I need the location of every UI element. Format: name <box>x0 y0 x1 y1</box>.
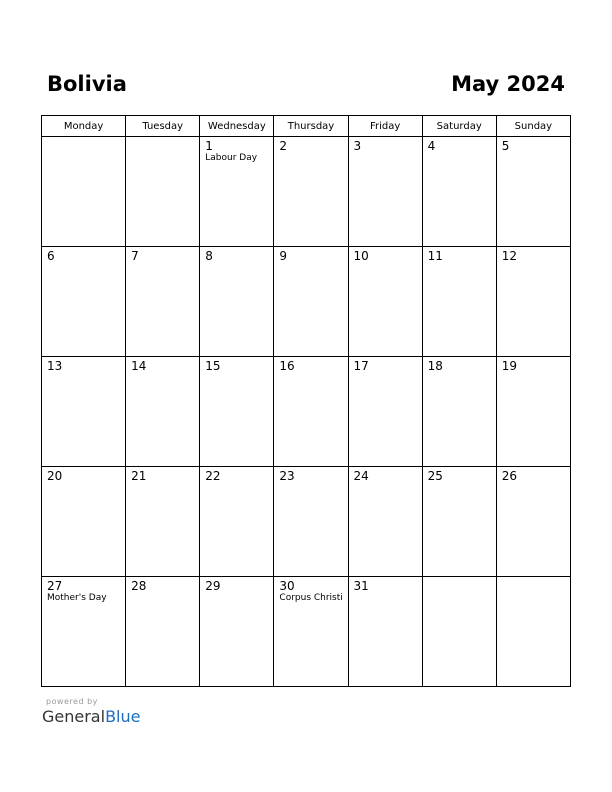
day-number: 12 <box>501 249 518 263</box>
day-cell <box>348 137 422 247</box>
day-cell <box>348 577 422 687</box>
country-title: Bolivia <box>47 72 127 96</box>
day-cell <box>274 137 348 247</box>
day-number: 18 <box>427 359 443 373</box>
day-number: 7 <box>131 249 139 263</box>
day-cell <box>422 577 496 687</box>
day-number: 31 <box>353 579 369 593</box>
day-number: 14 <box>131 359 147 373</box>
day-number: 5 <box>501 139 510 153</box>
month-title: May 2024 <box>451 72 565 96</box>
day-cell <box>348 357 422 467</box>
powered-by-label: powered by <box>46 697 98 706</box>
day-number: 1 <box>205 139 213 153</box>
week-row <box>42 357 571 467</box>
day-cell <box>496 357 570 467</box>
day-number: 26 <box>501 469 518 483</box>
day-number: 11 <box>427 249 443 263</box>
weekday-header-tuesday: Tuesday <box>126 116 200 137</box>
day-number: 24 <box>353 469 369 483</box>
day-cell <box>496 247 570 357</box>
weekday-header-wednesday: Wednesday <box>200 116 274 137</box>
day-cell <box>348 247 422 357</box>
day-number: 10 <box>353 249 369 263</box>
holiday-label: Labour Day <box>205 153 258 163</box>
day-number: 25 <box>427 469 443 483</box>
weekday-header-sunday: Sunday <box>496 116 570 137</box>
day-number: 3 <box>353 139 362 153</box>
day-number: 9 <box>279 249 288 263</box>
day-number: 13 <box>47 359 63 373</box>
day-cell <box>422 247 496 357</box>
day-cell <box>126 577 200 687</box>
day-cell <box>126 357 200 467</box>
day-cell <box>42 247 126 357</box>
day-cell <box>200 467 274 577</box>
day-number: 23 <box>279 469 295 483</box>
day-cell <box>200 137 274 247</box>
day-cell <box>496 467 570 577</box>
day-number: 21 <box>131 469 147 483</box>
week-row <box>42 467 571 577</box>
week-row <box>42 137 571 247</box>
day-cell <box>200 577 274 687</box>
day-number: 20 <box>47 469 63 483</box>
holiday-label: Mother's Day <box>47 593 107 603</box>
day-number: 2 <box>279 139 288 153</box>
day-number: 15 <box>205 359 221 373</box>
weekday-header-monday: Monday <box>42 116 126 137</box>
day-cell <box>274 467 348 577</box>
day-cell <box>126 247 200 357</box>
day-cell <box>126 137 200 247</box>
day-cell <box>42 467 126 577</box>
day-cell <box>42 357 126 467</box>
generalblue-logo <box>42 707 140 727</box>
day-cell <box>422 357 496 467</box>
day-cell <box>42 577 126 687</box>
weekday-header-friday: Friday <box>348 116 422 137</box>
logo-text-blue: Blue <box>105 707 141 726</box>
holiday-label: Corpus Christi <box>279 593 343 603</box>
calendar-grid <box>41 115 571 687</box>
day-cell <box>422 137 496 247</box>
day-cell <box>274 357 348 467</box>
day-cell <box>348 467 422 577</box>
day-number: 28 <box>131 579 147 593</box>
weekday-header-saturday: Saturday <box>422 116 496 137</box>
day-number: 4 <box>427 139 436 153</box>
day-cell <box>200 247 274 357</box>
week-row <box>42 247 571 357</box>
logo-text-general: General <box>42 707 106 726</box>
day-number: 22 <box>205 469 221 483</box>
day-number: 30 <box>279 579 295 593</box>
weekday-header-thursday: Thursday <box>274 116 348 137</box>
weekday-header-row <box>42 116 571 137</box>
day-number: 17 <box>353 359 369 373</box>
day-cell <box>496 137 570 247</box>
day-cell <box>274 577 348 687</box>
day-cell <box>200 357 274 467</box>
day-number: 8 <box>205 249 213 263</box>
week-row <box>42 577 571 687</box>
day-number: 27 <box>47 579 63 593</box>
day-number: 16 <box>279 359 295 373</box>
day-cell <box>422 467 496 577</box>
day-cell <box>496 577 570 687</box>
day-number: 6 <box>47 249 55 263</box>
day-cell <box>126 467 200 577</box>
day-cell <box>42 137 126 247</box>
day-cell <box>274 247 348 357</box>
day-number: 29 <box>205 579 221 593</box>
day-number: 19 <box>501 359 518 373</box>
